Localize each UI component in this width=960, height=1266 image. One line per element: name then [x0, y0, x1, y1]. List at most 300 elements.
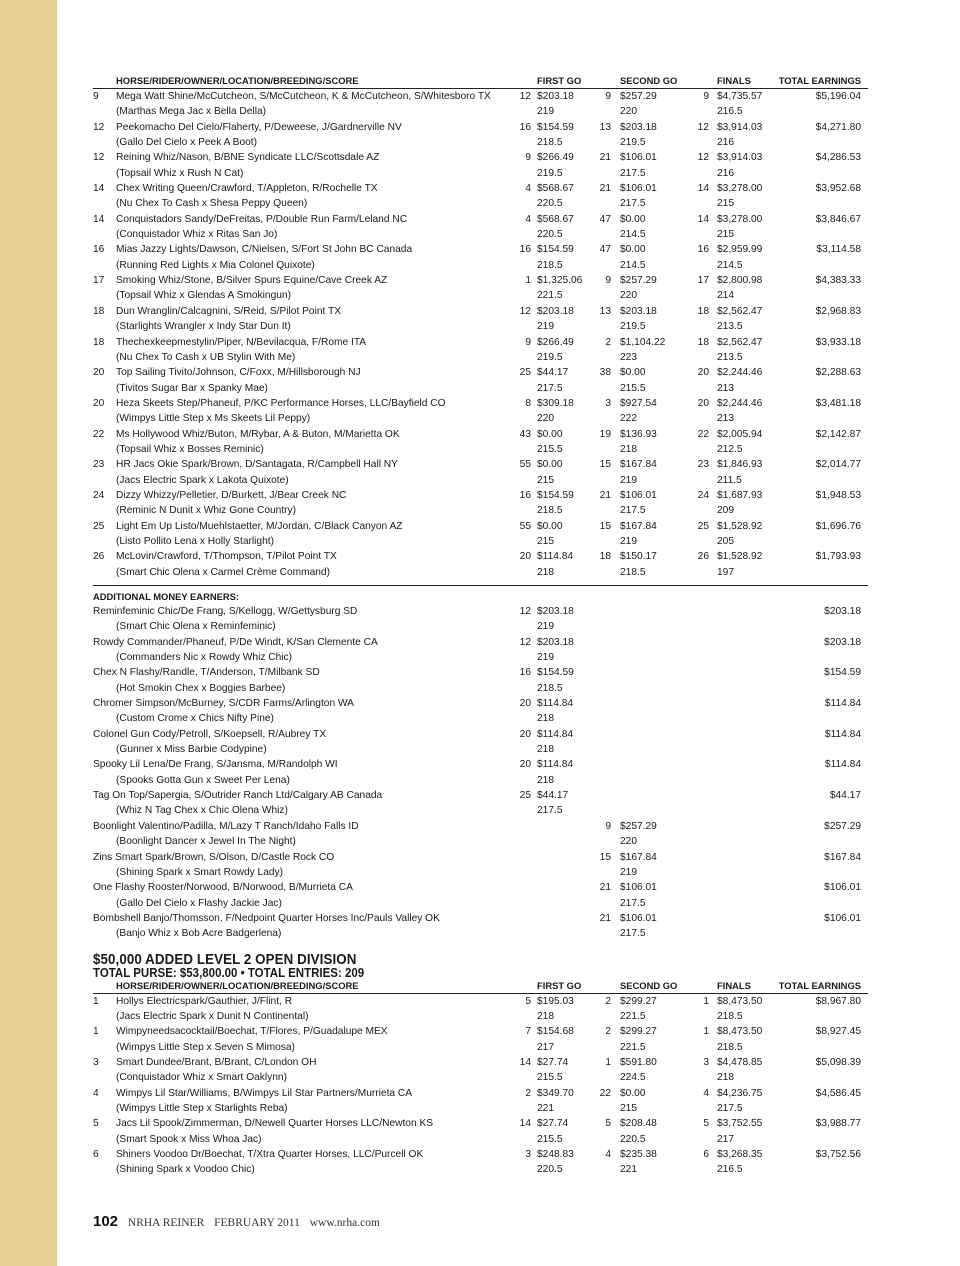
second-go-place: 2	[605, 995, 611, 1007]
placing: 18	[93, 336, 105, 348]
first-go-score: 217	[537, 1041, 554, 1053]
breeding: (Jacs Electric Spark x Lakota Quixote)	[116, 474, 289, 486]
entry-line-1	[93, 1086, 868, 1101]
second-go-score: 221.5	[620, 1010, 646, 1022]
first-go-score: 217.5	[537, 382, 563, 394]
first-go-place: 1	[525, 275, 531, 287]
entry-line-2	[93, 503, 868, 518]
entry-line-1	[93, 181, 868, 196]
first-go-place: 5	[525, 995, 531, 1007]
total-earnings: $167.84	[824, 851, 861, 863]
entry-line-2	[93, 619, 868, 634]
second-go-place: 47	[599, 244, 611, 256]
entry-line-1	[93, 665, 868, 680]
second-go-money: $0.00	[620, 244, 646, 256]
first-go-place: 3	[525, 1149, 531, 1160]
finals-place: 23	[697, 459, 709, 471]
first-go-score: 217.5	[537, 805, 563, 817]
entry	[93, 757, 868, 788]
placing: 6	[93, 1149, 99, 1160]
finals-score: 211.5	[717, 474, 742, 486]
entry-line-2	[93, 711, 868, 726]
first-go-place: 20	[519, 728, 531, 740]
finals-score: 217	[717, 1133, 734, 1145]
first-go-score: 221	[537, 1102, 554, 1114]
entry-line-2	[93, 104, 868, 119]
finals-place: 14	[697, 213, 709, 225]
placing: 12	[93, 121, 105, 133]
first-go-money: $114.84	[537, 728, 574, 740]
horse-rider-owner: Peekomacho Del Cielo/Flaherty, P/Deweese, J/Gardnerville NV	[116, 121, 402, 133]
header-first-go: FIRST GO	[537, 979, 582, 991]
total-earnings: $114.84	[824, 698, 861, 710]
entry-line-1	[93, 604, 868, 619]
horse-rider-owner: Mias Jazzy Lights/Dawson, C/Nielsen, S/Fort St John BC Canada	[116, 244, 413, 256]
placing: 14	[93, 183, 105, 195]
finals-score: 215	[717, 229, 734, 241]
entry	[93, 788, 868, 819]
entry	[93, 819, 868, 850]
breeding: (Gunner x Miss Barbie Codypine)	[116, 744, 267, 756]
finals-score: 214.5	[717, 259, 743, 271]
first-go-money: $44.17	[537, 367, 569, 379]
division-subtitle: TOTAL PURSE: $53,800.00 • TOTAL ENTRIES: 209	[93, 965, 365, 980]
horse-rider-owner: One Flashy Rooster/Norwood, B/Norwood, B/Murrieta CA	[93, 882, 353, 894]
total-earnings: $2,014.77	[815, 459, 861, 471]
total-earnings: $2,142.87	[815, 428, 861, 440]
first-go-money: $195.03	[537, 995, 574, 1007]
entry	[93, 396, 868, 427]
finals-score: 215	[717, 198, 734, 210]
first-go-place: 20	[519, 551, 531, 563]
second-go-score: 215.5	[620, 382, 646, 394]
first-go-place: 55	[519, 459, 531, 471]
first-go-place: 12	[519, 305, 531, 317]
entry	[93, 457, 868, 488]
entry-line-2	[93, 411, 868, 426]
second-go-score: 221	[620, 1164, 637, 1176]
horse-rider-owner: Jacs Lil Spook/Zimmerman, D/Newell Quarter Horses LLC/Newton KS	[116, 1118, 434, 1130]
total-earnings: $106.01	[824, 882, 861, 894]
entry-line-2	[93, 650, 868, 665]
finals-score: 205	[717, 535, 734, 547]
entry	[93, 880, 868, 911]
header-finals: FINALS	[717, 75, 751, 86]
total-earnings: $3,481.18	[815, 397, 861, 409]
entry-line-2	[93, 135, 868, 150]
placing: 9	[93, 91, 99, 102]
first-go-place: 8	[525, 397, 531, 409]
horse-rider-owner: Chromer Simpson/McBurney, S/CDR Farms/Arlington WA	[93, 698, 354, 710]
horse-rider-owner: Dun Wranglin/Calcagnini, S/Reid, S/Pilot Point TX	[116, 305, 341, 317]
total-earnings: $5,098.39	[815, 1056, 861, 1068]
second-go-place: 15	[599, 851, 611, 863]
second-go-score: 217.5	[620, 505, 646, 517]
finals-score: 217.5	[717, 1102, 743, 1114]
total-earnings: $114.84	[824, 759, 861, 771]
total-earnings: $3,988.77	[815, 1118, 861, 1130]
first-go-place: 20	[519, 759, 531, 771]
finals-money: $2,562.47	[717, 336, 763, 348]
second-go-money: $1,104.22	[620, 336, 666, 348]
total-earnings: $8,967.80	[815, 995, 861, 1007]
entry-line-2	[93, 227, 868, 242]
entry	[93, 1147, 868, 1178]
horse-rider-owner: Heza Skeets Step/Phaneuf, P/KC Performance Horses, LLC/Bayfield CO	[116, 397, 446, 409]
total-earnings: $4,271.80	[815, 121, 861, 133]
second-go-place: 21	[599, 183, 611, 195]
first-go-place: 55	[519, 520, 531, 532]
entry-line-1	[93, 304, 868, 319]
first-go-place: 14	[519, 1056, 531, 1068]
breeding: (Nu Chex To Cash x UB Stylin With Me)	[116, 351, 296, 363]
total-earnings: $4,586.45	[815, 1087, 861, 1099]
entry	[93, 696, 868, 727]
breeding: (Conquistador Whiz x Smart Oaklynn)	[116, 1072, 287, 1084]
entry	[93, 635, 868, 666]
first-go-score: 220.5	[537, 229, 563, 241]
second-go-place: 21	[599, 882, 611, 894]
entry-line-1	[93, 457, 868, 472]
first-go-score: 220.5	[537, 198, 563, 210]
total-earnings: $114.84	[824, 728, 861, 740]
second-go-score: 214.5	[620, 259, 646, 271]
total-earnings: $106.01	[824, 912, 861, 924]
page-footer	[93, 1213, 387, 1230]
finals-money: $3,914.03	[717, 152, 763, 164]
entry-line-2	[93, 803, 868, 818]
placing: 24	[93, 489, 105, 501]
results-list	[93, 89, 868, 580]
breeding: (Smart Chic Olena x Carmel Crème Command)	[116, 566, 330, 578]
entry-line-2	[93, 1070, 868, 1085]
entry-line-2	[93, 196, 868, 211]
second-go-place: 1	[605, 1056, 611, 1068]
horse-rider-owner: Thechexkeepmestylin/Piper, N/Bevilacqua, F/Rome ITA	[116, 336, 367, 348]
page-number: 102	[93, 1213, 119, 1230]
entry-line-2	[93, 288, 868, 303]
first-go-place: 4	[525, 213, 531, 225]
gold-margin-band	[0, 0, 57, 1266]
finals-place: 1	[703, 1026, 709, 1038]
entry-line-2	[93, 681, 868, 696]
entry-line-1	[93, 911, 868, 926]
division-results-list	[93, 994, 868, 1178]
entry	[93, 335, 868, 366]
finals-score: 213.5	[717, 321, 743, 333]
horse-rider-owner: Light Em Up Listo/Muehlstaetter, M/Jordan, C/Black Canyon AZ	[116, 520, 403, 532]
placing: 3	[93, 1056, 99, 1068]
second-go-place: 21	[599, 912, 611, 924]
horse-rider-owner: Boonlight Valentino/Padilla, M/Lazy T Ranch/Idaho Falls ID	[93, 820, 359, 832]
second-go-money: $106.01	[620, 912, 657, 924]
website-url: www.nrha.com	[309, 1217, 380, 1229]
first-go-score: 218.5	[537, 259, 563, 271]
first-go-place: 43	[519, 428, 531, 440]
finals-money: $3,752.55	[717, 1118, 763, 1130]
first-go-place: 16	[519, 121, 531, 133]
horse-rider-owner: Conquistadors Sandy/DeFreitas, P/Double Run Farm/Leland NC	[116, 213, 408, 225]
first-go-money: $154.59	[537, 667, 574, 679]
breeding: (Jacs Electric Spark x Dunit N Continental)	[116, 1010, 309, 1022]
first-go-money: $203.18	[537, 606, 574, 617]
placing: 22	[93, 428, 105, 440]
finals-score: 197	[717, 566, 734, 578]
breeding: (Gallo Del Cielo x Peek A Boot)	[116, 137, 257, 149]
first-go-money: $1,325.06	[537, 275, 583, 287]
horse-rider-owner: Dizzy Whizzy/Pelletier, D/Burkett, J/Bear Creek NC	[116, 489, 347, 501]
finals-money: $1,846.93	[717, 459, 763, 471]
finals-money: $1,687.93	[717, 489, 763, 501]
entry-line-1	[93, 1147, 868, 1162]
placing: 5	[93, 1118, 99, 1130]
entry-line-1	[93, 1024, 868, 1039]
first-go-score: 218	[537, 774, 554, 786]
first-go-money: $114.84	[537, 759, 574, 771]
second-go-score: 220	[620, 836, 637, 848]
finals-money: $8,473.50	[717, 1026, 763, 1038]
second-go-score: 218.5	[620, 566, 646, 578]
first-go-score: 220	[537, 413, 554, 425]
entry-line-1	[93, 120, 868, 135]
first-go-score: 218.5	[537, 137, 563, 149]
horse-rider-owner: Mega Watt Shine/McCutcheon, S/McCutcheon, K & McCutcheon, S/Whitesboro TX	[116, 91, 491, 102]
first-go-score: 215	[537, 474, 554, 486]
horse-rider-owner: Bombshell Banjo/Thomsson, F/Nedpoint Quarter Horses Inc/Pauls Valley OK	[93, 912, 440, 924]
second-go-money: $150.17	[620, 551, 657, 563]
total-earnings: $3,952.68	[815, 183, 861, 195]
horse-rider-owner: Ms Hollywood Whiz/Buton, M/Rybar, A & Buton, M/Marietta OK	[116, 428, 400, 440]
division-title: $50,000 ADDED LEVEL 2 OPEN DIVISION	[93, 951, 357, 968]
finals-score: 216.5	[717, 1164, 743, 1176]
breeding: (Wimpys Little Step x Seven S Mimosa)	[116, 1041, 295, 1053]
entry	[93, 1116, 868, 1147]
first-go-money: $0.00	[537, 428, 563, 440]
second-go-place: 9	[605, 275, 611, 287]
publication-name: NRHA REINER	[127, 1217, 205, 1229]
finals-score: 216.5	[717, 106, 743, 118]
total-earnings: $2,288.63	[815, 367, 861, 379]
first-go-money: $0.00	[537, 520, 563, 532]
first-go-score: 219.5	[537, 167, 563, 179]
entry-line-1	[93, 1055, 868, 1070]
breeding: (Banjo Whiz x Bob Acre Badgerlena)	[116, 928, 282, 940]
horse-rider-owner: Top Sailing Tivito/Johnson, C/Foxx, M/Hillsborough NJ	[116, 367, 361, 379]
second-go-place: 15	[599, 459, 611, 471]
entry-line-2	[93, 1101, 868, 1116]
entry-line-1	[93, 880, 868, 895]
horse-rider-owner: Spooky Lil Lena/De Frang, S/Jansma, M/Randolph WI	[93, 759, 338, 771]
entry-line-1	[93, 850, 868, 865]
breeding: (Smart Chic Olena x Reminfeminic)	[116, 621, 276, 633]
breeding: (Shining Spark x Smart Rowdy Lady)	[116, 866, 284, 878]
finals-place: 5	[703, 1118, 709, 1130]
horse-rider-owner: HR Jacs Okie Spark/Brown, D/Santagata, R/Campbell Hall NY	[116, 459, 398, 471]
first-go-score: 215.5	[537, 1072, 563, 1084]
second-go-money: $106.01	[620, 183, 657, 195]
breeding: (Conquistador Whiz x Ritas San Jo)	[116, 229, 278, 241]
header-total: TOTAL EARNINGS	[778, 979, 861, 991]
second-go-score: 220	[620, 106, 637, 118]
entry	[93, 89, 868, 120]
first-go-money: $27.74	[537, 1118, 569, 1130]
second-go-place: 5	[605, 1118, 611, 1130]
entry	[93, 365, 868, 396]
second-go-money: $136.93	[620, 428, 657, 440]
total-earnings: $44.17	[829, 790, 861, 802]
entry	[93, 150, 868, 181]
second-go-money: $927.54	[620, 397, 657, 409]
placing: 14	[93, 213, 105, 225]
second-go-score: 219	[620, 535, 637, 547]
breeding: (Starlights Wrangler x Indy Star Dun It)	[116, 321, 291, 333]
second-go-place: 13	[599, 305, 611, 317]
second-go-score: 217.5	[620, 897, 646, 909]
second-go-money: $0.00	[620, 1087, 646, 1099]
placing: 20	[93, 397, 105, 409]
entry-line-2	[93, 1009, 868, 1024]
entry-line-1	[93, 365, 868, 380]
entry	[93, 994, 868, 1025]
entry-line-1	[93, 396, 868, 411]
header-first-go: FIRST GO	[537, 75, 582, 86]
first-go-money: $203.18	[537, 305, 574, 317]
breeding: (Reminic N Dunit x Whiz Gone Country)	[116, 505, 297, 517]
first-go-money: $44.17	[537, 790, 569, 802]
table-header	[93, 74, 868, 89]
placing: 1	[93, 1026, 99, 1038]
breeding: (Nu Chex To Cash x Shesa Peppy Queen)	[116, 198, 308, 210]
header-horse: HORSE/RIDER/OWNER/LOCATION/BREEDING/SCORE	[116, 979, 359, 991]
finals-place: 9	[703, 91, 709, 102]
horse-rider-owner: Chex N Flashy/Randle, T/Anderson, T/Milbank SD	[93, 667, 320, 679]
first-go-money: $154.59	[537, 121, 574, 133]
second-go-score: 221.5	[620, 1041, 646, 1053]
horse-rider-owner: Smart Dundee/Brant, B/Brant, C/London OH	[116, 1056, 317, 1068]
second-go-score: 214.5	[620, 229, 646, 241]
second-go-money: $299.27	[620, 1026, 657, 1038]
entry-line-2	[93, 865, 868, 880]
first-go-place: 2	[525, 1087, 531, 1099]
first-go-place: 16	[519, 489, 531, 501]
finals-score: 218.5	[717, 1041, 743, 1053]
entry	[93, 1024, 868, 1055]
horse-rider-owner: Colonel Gun Cody/Petroll, S/Koepsell, R/Aubrey TX	[93, 728, 327, 740]
entry-line-2	[93, 350, 868, 365]
second-go-score: 220.5	[620, 1133, 646, 1145]
placing: 16	[93, 244, 105, 256]
first-go-money: $114.84	[537, 698, 574, 710]
entry	[93, 850, 868, 881]
finals-money: $2,005.94	[717, 428, 763, 440]
entry-line-1	[93, 519, 868, 534]
second-go-money: $235.38	[620, 1149, 657, 1160]
placing: 1	[93, 995, 99, 1007]
horse-rider-owner: Shiners Voodoo Dr/Boechat, T/Xtra Quarter Horses, LLC/Purcell OK	[116, 1149, 424, 1160]
finals-money: $2,244.46	[717, 367, 763, 379]
first-go-money: $349.70	[537, 1087, 574, 1099]
placing: 18	[93, 305, 105, 317]
total-earnings: $4,383.33	[815, 275, 861, 287]
second-go-place: 38	[599, 367, 611, 379]
first-go-money: $248.83	[537, 1149, 574, 1160]
horse-rider-owner: Smoking Whiz/Stone, B/Silver Spurs Equine/Cave Creek AZ	[116, 275, 388, 287]
results-page	[93, 74, 868, 1178]
second-go-score: 224.5	[620, 1072, 646, 1084]
first-go-score: 219	[537, 106, 554, 118]
first-go-money: $154.68	[537, 1026, 574, 1038]
second-go-money: $167.84	[620, 459, 657, 471]
finals-place: 3	[703, 1056, 709, 1068]
finals-money: $2,562.47	[717, 305, 763, 317]
finals-place: 12	[697, 152, 709, 164]
total-earnings: $1,793.93	[815, 551, 861, 563]
first-go-money: $568.67	[537, 183, 574, 195]
first-go-score: 220.5	[537, 1164, 563, 1176]
finals-place: 12	[697, 121, 709, 133]
second-go-place: 2	[605, 1026, 611, 1038]
first-go-money: $0.00	[537, 459, 563, 471]
finals-score: 209	[717, 505, 734, 517]
breeding: (Running Red Lights x Mia Colonel Quixote)	[116, 259, 315, 271]
finals-place: 17	[697, 275, 709, 287]
first-go-score: 218	[537, 744, 554, 756]
first-go-score: 219.5	[537, 351, 563, 363]
entry-line-1	[93, 994, 868, 1009]
second-go-money: $203.18	[620, 305, 657, 317]
total-earnings: $203.18	[824, 636, 861, 648]
finals-money: $3,914.03	[717, 121, 763, 133]
finals-score: 216	[717, 137, 734, 149]
second-go-money: $208.48	[620, 1118, 657, 1130]
total-earnings: $8,927.45	[815, 1026, 861, 1038]
first-go-score: 215.5	[537, 1133, 563, 1145]
issue-date: FEBRUARY 2011	[214, 1217, 300, 1229]
second-go-place: 3	[605, 397, 611, 409]
second-go-place: 13	[599, 121, 611, 133]
horse-rider-owner: Reining Whiz/Nason, B/BNE Syndicate LLC/Scottsdale AZ	[116, 152, 380, 164]
entry-line-2	[93, 834, 868, 849]
total-earnings: $3,933.18	[815, 336, 861, 348]
total-earnings: $3,846.67	[815, 213, 861, 225]
breeding: (Spooks Gotta Gun x Sweet Per Lena)	[116, 774, 290, 786]
finals-place: 6	[703, 1149, 709, 1160]
second-go-place: 4	[605, 1149, 611, 1160]
second-go-score: 215	[620, 1102, 637, 1114]
first-go-place: 9	[525, 152, 531, 164]
placing: 23	[93, 459, 105, 471]
second-go-score: 219.5	[620, 321, 646, 333]
finals-place: 1	[703, 995, 709, 1007]
first-go-score: 215	[537, 535, 554, 547]
second-go-money: $591.80	[620, 1056, 657, 1068]
entry	[93, 911, 868, 942]
breeding: (Whiz N Tag Chex x Chic Olena Whiz)	[116, 805, 288, 817]
total-earnings: $2,968.83	[815, 305, 861, 317]
entry	[93, 488, 868, 519]
additional-earners-list	[93, 604, 868, 942]
first-go-money: $568.67	[537, 213, 574, 225]
entry-line-2	[93, 442, 868, 457]
finals-money: $3,278.00	[717, 183, 763, 195]
entry-line-2	[93, 565, 868, 580]
first-go-money: $203.18	[537, 636, 574, 648]
first-go-money: $114.84	[537, 551, 574, 563]
entry	[93, 604, 868, 635]
entry-line-2	[93, 473, 868, 488]
first-go-place: 25	[519, 790, 531, 802]
entry-line-1	[93, 212, 868, 227]
